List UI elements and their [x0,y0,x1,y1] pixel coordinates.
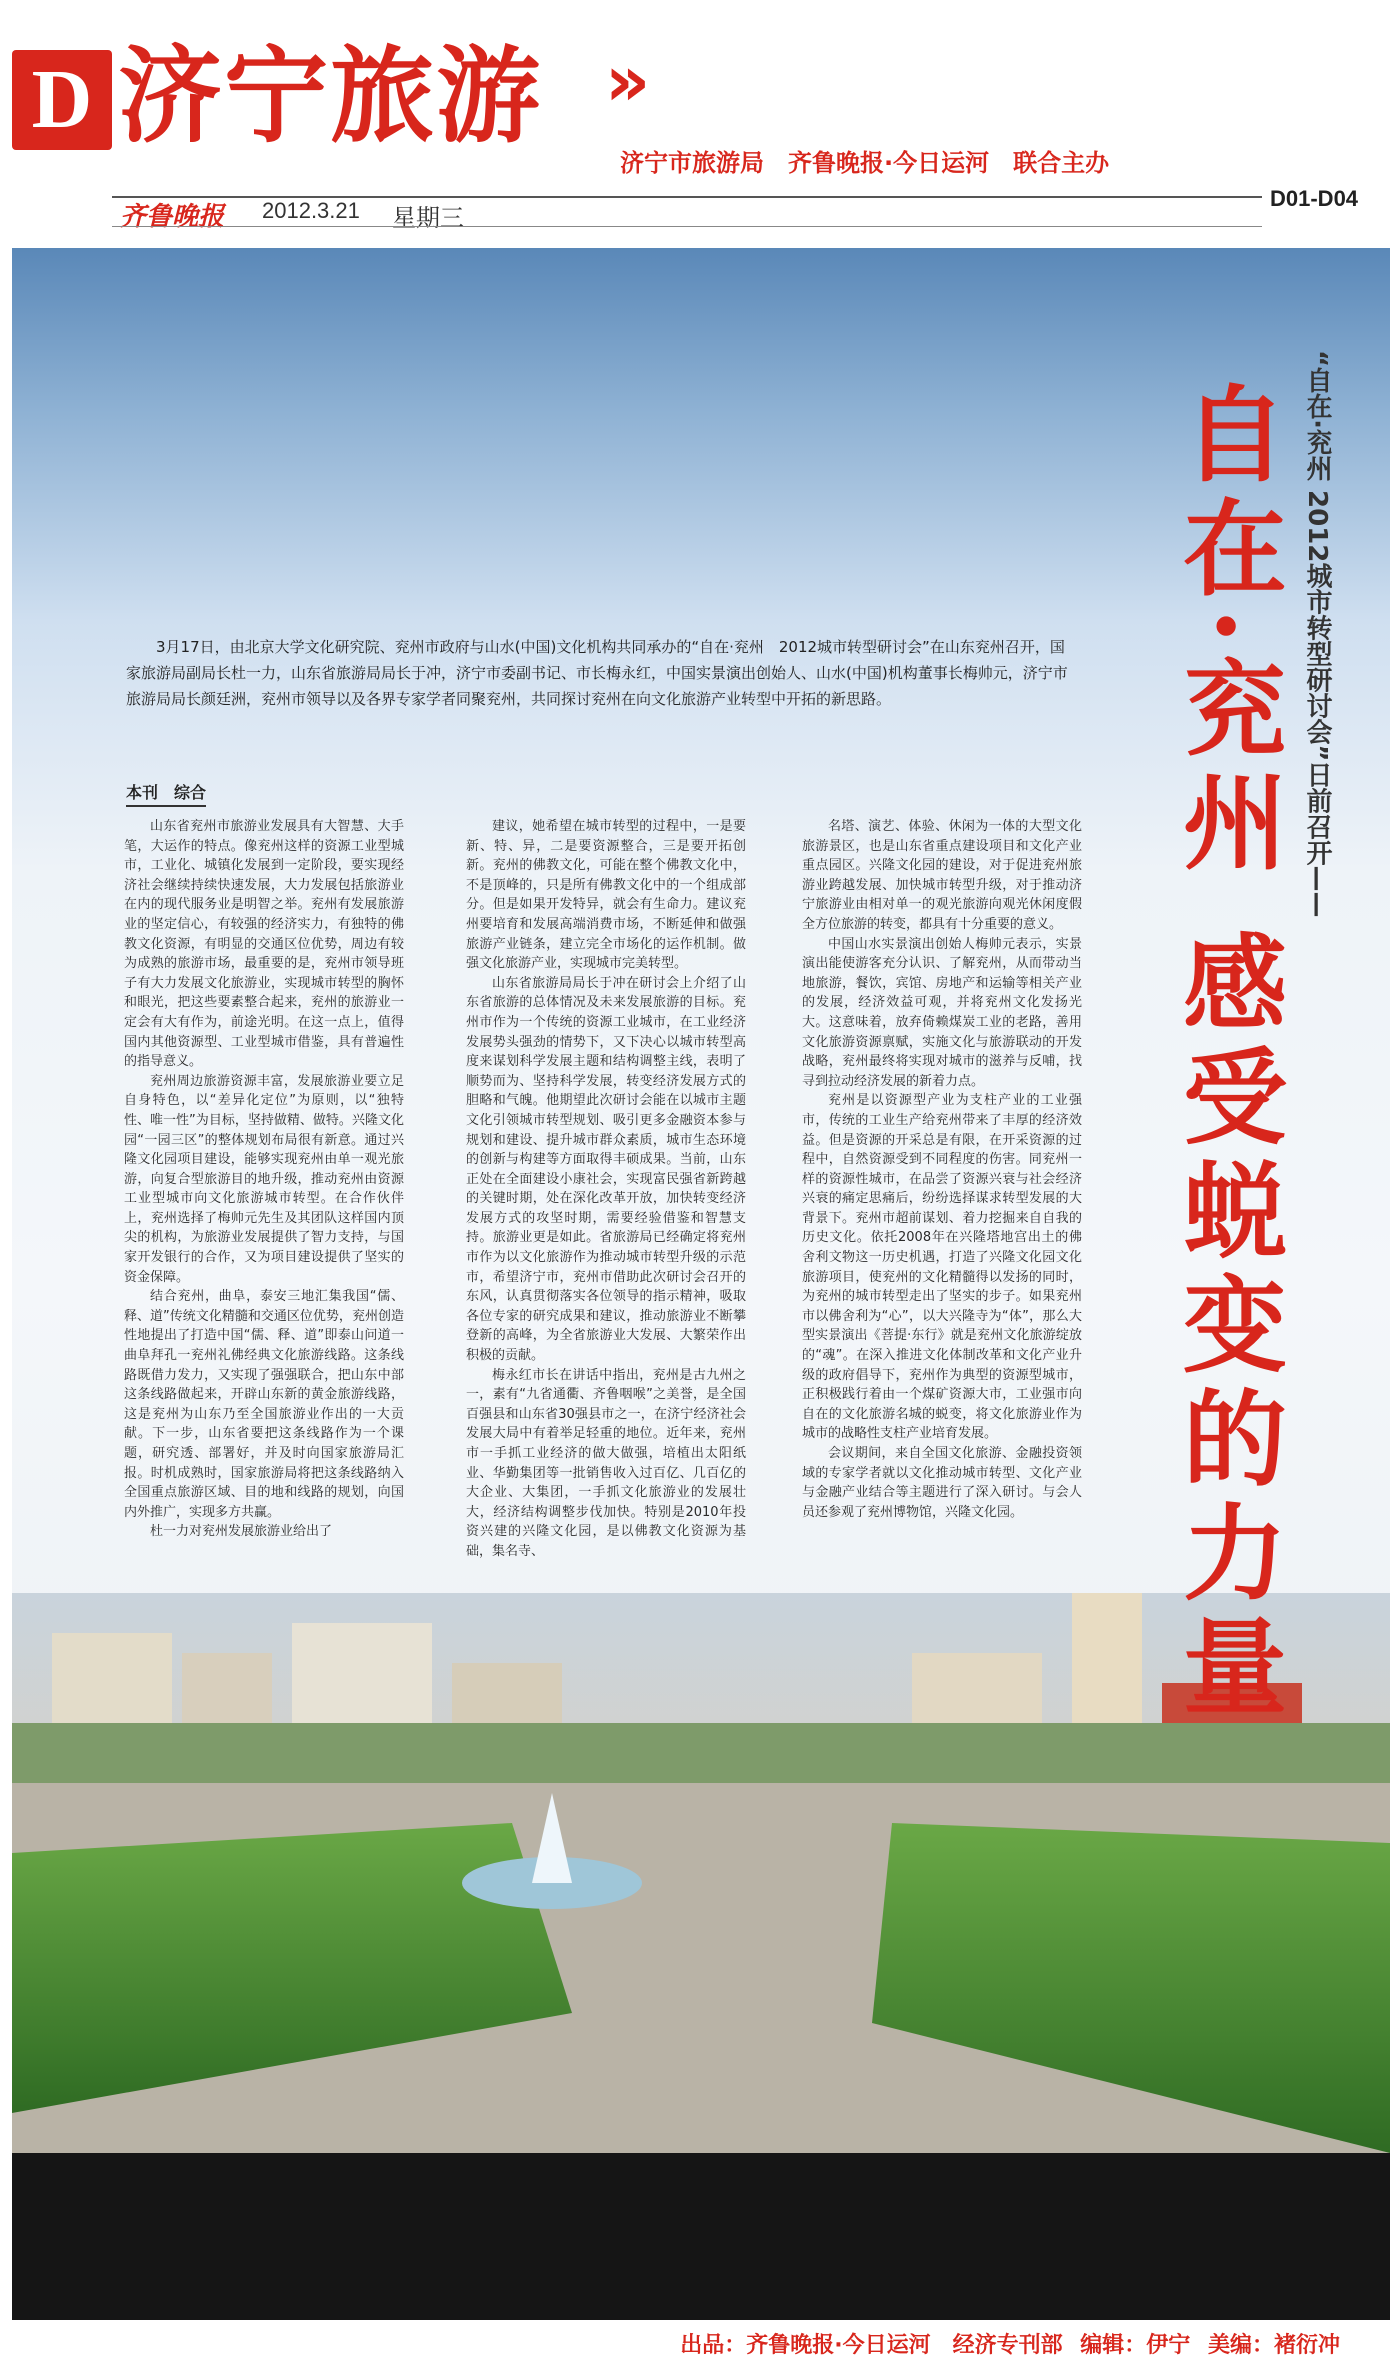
section-letter-logo: D [12,50,112,150]
paper-logo: 齐鲁晚报 [120,202,225,231]
weekday: 星期三 [392,204,464,232]
masthead [0,0,1400,232]
editor-credit: 编辑：伊宁 [1080,2333,1191,2358]
hosts-line: 济宁市旅游局 齐鲁晚报·今日运河 联合主办 [620,149,1110,177]
page-range: D01-D04 [1270,186,1359,211]
credits [670,2328,1340,2359]
paragraph: 会议期间，来自全国文化旅游、金融投资领域的专家学者就以文化推动城市转型、文化产业与金融产业结合等主题进行了深入研讨。与会人员还参观了兖州博物馆，兴隆文化园。 [802,1446,1082,1520]
article-column-3 [802,817,1082,1887]
article-column-1 [124,817,404,1912]
paragraph: 中国山水实景演出创始人梅帅元表示，实景演出能使游客充分认识、了解兖州，从而带动当地旅游，餐饮，宾馆、房地产和运输等相关产业的发展，经济效益可观，并将兖州文化发扬光大。这意味着，放弃倚赖煤炭工业的老路，善用文化旅游资源禀赋，实施文化与旅游联动的开发战略，兖州最终将实现对城市的滋养与反哺，找寻到拉动经济发展的新着力点。 [802,936,1082,1089]
publish-date: 2012.3.21 [262,198,360,223]
paragraph: 结合兖州，曲阜，泰安三地汇集我国“儒、释、道”传统文化精髓和交通区位优势，兖州创造性地提出了打造中国“儒、释、道”即泰山问道一曲阜拜孔一兖州礼佛经典文化旅游线路。这条线路既借力发力，又实现了强强联合，把山东中部这条线路做起来，开辟山东新的黄金旅游线路，这是兖州为山东乃至全国旅游业作出的一大贡献。下一步，山东省要把这条线路作为一个课题，研究透、部署好，并及时向国家旅游局汇报。时机成熟时，国家旅游局将把这条线路纳入全国重点旅游区域、目的地和线路的规划，向国内外推广，实现多方共赢。 [124,1289,404,1520]
section-brand-title: 济宁旅游 [118,35,543,157]
producer-credit: 出品：齐鲁晚报·今日运河 经济专刊部 [680,2333,1063,2358]
paragraph: 建议，她希望在城市转型的过程中，一是要新、特、异，二是要资源整合，三是要开拓创新。兖州的佛教文化，可能在整个佛教文化中，不是顶峰的，只是所有佛教文化中的一个组成部分。但是如果开发特异，就会有生命力。建议兖州要培育和发展高端消费市场，不断延伸和做强旅游产业链条，建立完全市场化的运作机制。做强文化旅游产业，实现城市完美转型。 [466,819,746,972]
paragraph: 兖州是以资源型产业为支柱产业的工业强市，传统的工业生产给兖州带来了丰厚的经济效益。但是资源的开采总是有限，在开采资源的过程中，自然资源受到不同程度的伤害。同兖州一样的资源性城市，在品尝了资源兴衰与社会经济兴衰的痛定思痛后，纷纷选择谋求转型发展的大背景下。兖州市超前谋划、着力挖掘来自自我的历史文化。依托2008年在兴隆塔地宫出土的佛舍利文物这一历史机遇，打造了兴隆文化园文化旅游项目，使兖州的文化精髓得以发扬的同时，为兖州的城市转型走出了坚实的步子。如果兖州市以佛舍利为“心”，以大兴隆寺为“体”，那么大型实景演出《菩提·东行》就是兖州文化旅游绽放的“魂”。在深入推进文化体制改革和文化产业升级的政府倡导下，兖州作为典型的资源型城市，正积极践行着由一个煤矿资源大市，工业强市向自在的文化旅游名城的蜕变，将文化旅游业作为城市的战略性支柱产业培育发展。 [802,1093,1082,1442]
lead-paragraph: 3月17日，由北京大学文化研究院、兖州市政府与山水(中国)文化机构共同承办的“自在·兖州 2012城市转型研讨会”在山东兖州召开，国家旅游局副局长杜一力，山东省旅游局局长于冲，济宁市委副书记、市长梅永红，中国实景演出创始人、山水(中国)机构董事长梅帅元，济宁市旅游局局长颜廷洲，兖州市领导以及各界专家学者同聚兖州，共同探讨兖州在向文化旅游产业转型中开拓的新思路。 [126,638,1068,708]
article-subtitle: “自在·兖州 2012城市转型研讨会”日前召开—— [1302,350,1332,918]
paragraph: 名塔、演艺、体验、休闲为一体的大型文化旅游景区，也是山东省重点建设项目和文化产业重点园区。兴隆文化园的建设，对于促进兖州旅游业跨越发展、加快城市转型升级，对于推动济宁旅游业由相对单一的观光旅游向观光休闲度假全方位旅游的转变，都具有十分重要的意义。 [802,819,1082,932]
paragraph: 兖州周边旅游资源丰富，发展旅游业要立足自身特色，以“差异化定位”为原则，以“独特性、唯一性”为目标，坚持做精、做特。兴隆文化园“一园三区”的整体规划布局很有新意。通过兴隆文化园项目建设，能够实现兖州由单一观光旅游，向复合型旅游目的地升级，推动兖州由资源工业型城市向文化旅游城市转型。在合作伙伴上，兖州选择了梅帅元先生及其团队这样国内顶尖的机构，为旅游业发展提供了智力支持，与国家开发银行的合作，又为项目建设提供了坚实的资金保障。 [124,1073,404,1285]
designer-credit: 美编：褚衍冲 [1207,2333,1340,2358]
paragraph: 梅永红市长在讲话中指出，兖州是古九州之一，素有“九省通衢、齐鲁咽喉”之美誉，是全国百强县和山东省30强县市之一，在济宁经济社会发展大局中有着举足轻重的地位。近年来，兖州市一手抓工业经济的做大做强，培植出太阳纸业、华勤集团等一批销售收入过百亿、几百亿的大企业、大集团，一手抓文化旅游业的发展壮大，经济结构调整步伐加快。特别是2010年投资兴建的兴隆文化园，是以佛教文化资源为基础，集名寺、 [466,1367,746,1559]
byline: 本刊 综合 [126,780,206,807]
paragraph: 山东省兖州市旅游业发展具有大智慧、大手笔，大运作的特点。像兖州这样的资源工业型城市，工业化、城镇化发展到一定阶段，要实现经济社会继续持续快速发展，大力发展包括旅游业在内的现代服务业是明智之举。兖州有发展旅游业的坚定信心，有较强的经济实力，有独特的佛教文化资源，有明显的交通区位优势，周边有较为成熟的旅游市场，最重要的是，兖州市领导班子有大力发展文化旅游业，实现城市转型的胸怀和眼光，把这些要素整合起来，兖州的旅游业一定会有大有作为，前途光明。在这一点上，值得国内其他资源型、工业型城市借鉴，具有普遍性的指导意义。 [124,819,404,1070]
article-headline: 自在·兖州 感受蜕变的力量 [1165,380,1288,1727]
chevron-icon: » [605,40,637,122]
footer-credits-bar [0,2322,1400,2374]
article-column-2 [466,817,746,1912]
paragraph: 山东省旅游局局长于冲在研讨会上介绍了山东省旅游的总体情况及未来发展旅游的目标。兖州市作为一个传统的资源工业城市，在工业经济发展势头强劲的情势下，又下决心以城市转型高度来谋划科学发展主题和结构调整主线，表明了顺势而为、坚持科学发展，转变经济发展方式的胆略和气魄。他期望此次研讨会能在以城市主题文化引领城市转型规划、吸引更多金融资本参与规划和建设、提升城市群众素质，城市生态环境的创新与构建等方面取得丰硕成果。当前，山东正处在全面建设小康社会，实现富民强省新跨越的关键时期，处在深化改革开放，加快转变经济发展方式的攻坚时期，需要经验借鉴和智慧支持。旅游业更是如此。省旅游局已经确定将兖州市作为以文化旅游作为推动城市转型升级的示范市，希望济宁市，兖州市借助此次研讨会召开的东风，认真贯彻落实各位领导的指示精神，吸取各位专家的研究成果和建议，推动旅游业不断攀登新的高峰，为全省旅游业大发展、大繁荣作出积极的贡献。 [466,975,746,1364]
header-rule-lower [112,226,1262,227]
paragraph: 杜一力对兖州发展旅游业给出了 [150,1524,333,1540]
